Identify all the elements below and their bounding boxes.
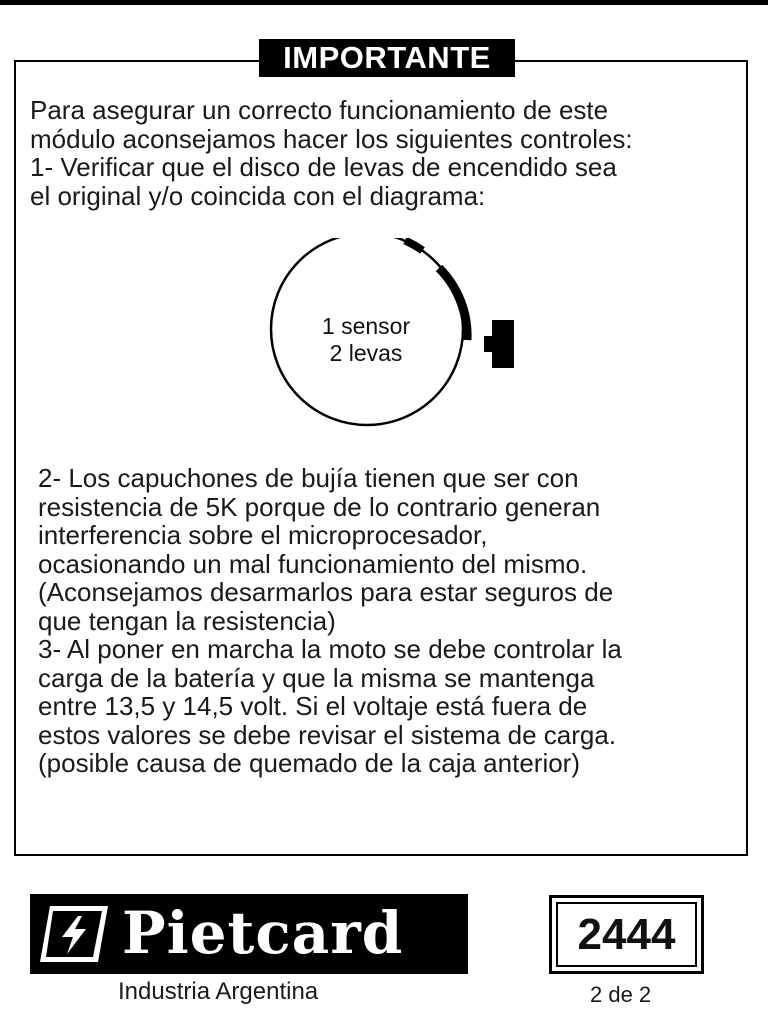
- body-line: estos valores se debe revisar el sistema de carga.: [38, 719, 617, 750]
- cam-lobe-1: [405, 241, 423, 251]
- top-edge-line: [0, 0, 768, 5]
- lightning-bolt-icon: [38, 904, 110, 964]
- cam-disc-diagram: [262, 238, 532, 448]
- intro-line: 1- Verificar que el disco de levas de encendido sea: [30, 152, 617, 182]
- diagram-label-sensor: 1 sensor: [321, 313, 411, 339]
- body-line: (Aconsejamos desarmarlos para estar seguros de: [38, 577, 614, 607]
- body-line: que tengan la resistencia): [38, 605, 336, 636]
- product-code-box: [549, 895, 704, 974]
- page-number: 2 de 2: [590, 982, 652, 1007]
- body-line: 2- Los capuchones de bujía tienen que ser con: [38, 463, 579, 493]
- intro-line: Para asegurar un correcto funcionamiento de este: [30, 95, 609, 125]
- pietcard-logo: [30, 894, 468, 974]
- body-line: ocasionando un mal funcionamiento del mismo.: [38, 548, 588, 579]
- body-line: entre 13,5 y 14,5 volt. Si el voltaje está fuera de: [38, 691, 588, 721]
- sensor-block: [484, 320, 514, 368]
- body-line: resistencia de 5K porque de lo contrario generan: [38, 491, 601, 522]
- important-title: IMPORTANTE: [259, 39, 515, 77]
- brand-subtitle: Industria Argentina: [118, 978, 319, 1005]
- body-line: 3- Al poner en marcha la moto se debe controlar la: [38, 634, 622, 664]
- brand-name: Pietcard: [122, 899, 404, 967]
- diagram-label-levas: 2 levas: [329, 340, 403, 366]
- body-line: (posible causa de quemado de la caja anterior): [38, 748, 581, 778]
- intro-line: módulo aconsejamos hacer los siguientes controles:: [30, 123, 633, 154]
- instructions-paragraph: [38, 464, 748, 778]
- product-code: 2444: [556, 902, 697, 967]
- body-line: interferencia sobre el microprocesador,: [38, 520, 488, 550]
- cam-lobe-2: [439, 268, 467, 340]
- intro-paragraph: [30, 96, 745, 210]
- intro-line: el original y/o coincida con el diagrama:: [30, 180, 486, 211]
- body-line: carga de la batería y que la misma se mantenga: [38, 662, 595, 693]
